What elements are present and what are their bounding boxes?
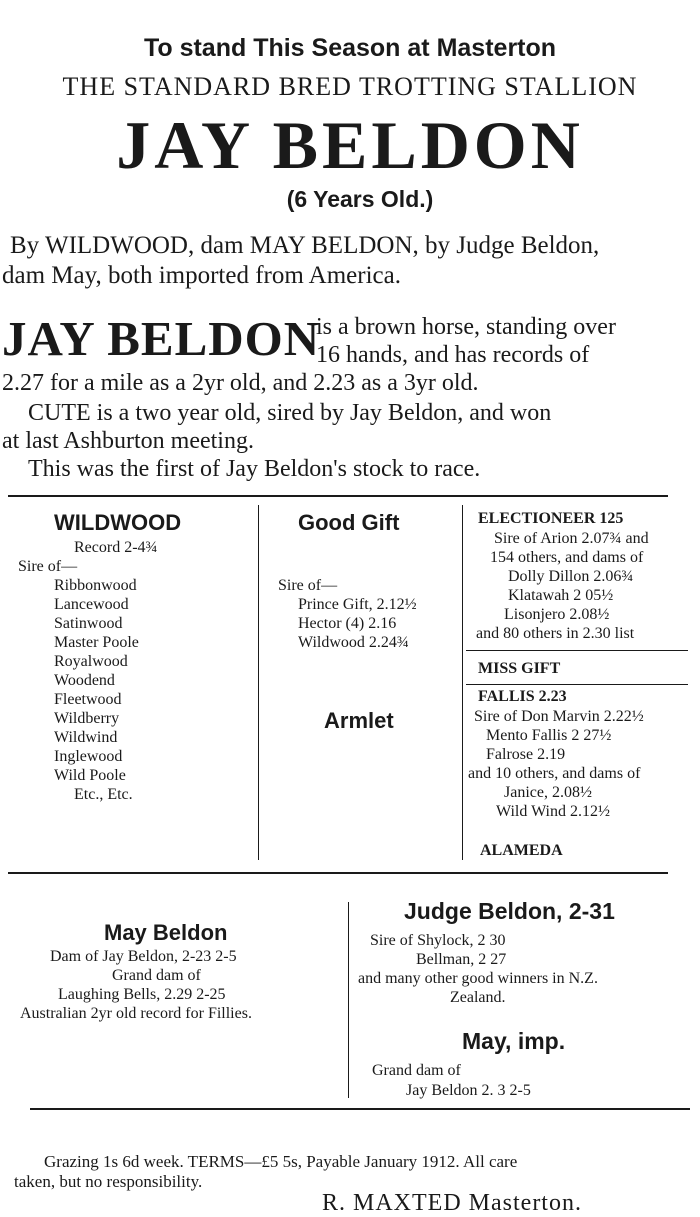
col3-rule-1: [466, 650, 688, 651]
header-line-2: THE STANDARD BRED TROTTING STALLION: [62, 72, 638, 101]
judge-beldon-line: Bellman, 2 27: [416, 951, 507, 968]
may-imp-line: Jay Beldon 2. 3 2-5: [406, 1082, 531, 1099]
electioneer-line: Dolly Dillon 2.06¾: [508, 568, 634, 585]
description-line-2: 16 hands, and has records of: [316, 342, 590, 368]
fallis-line: Sire of Don Marvin 2.22½: [474, 708, 644, 725]
description-line-5: at last Ashburton meeting.: [2, 428, 254, 454]
table2-bottom-rule: [30, 1108, 690, 1110]
pedigree-intro-line-1: By WILDWOOD, dam MAY BELDON, by Judge Beldon,: [10, 232, 600, 259]
electioneer-line: Sire of Arion 2.07¾ and: [494, 530, 649, 547]
fallis-title: FALLIS 2.23: [478, 688, 567, 705]
fallis-line: Falrose 2.19: [486, 746, 566, 763]
wildwood-offspring-item: Fleetwood: [54, 691, 122, 708]
wildwood-offspring-item: Wildwind: [54, 729, 118, 746]
wildwood-offspring-item: Royalwood: [54, 653, 128, 670]
good-gift-offspring-item: Prince Gift, 2.12½: [298, 596, 417, 613]
stallion-name-title: JAY BELDON: [116, 107, 584, 183]
fallis-line: Mento Fallis 2 27½: [486, 727, 612, 744]
table1-top-rule: [8, 495, 668, 497]
header-line-1: To stand This Season at Masterton: [143, 34, 557, 62]
wildwood-offspring-item: Satinwood: [54, 615, 123, 632]
judge-beldon-title: Judge Beldon, 2-31: [404, 898, 615, 924]
wildwood-offspring-item: Inglewood: [54, 748, 123, 765]
col3-rule-2: [466, 684, 688, 685]
may-imp-title: May, imp.: [462, 1028, 566, 1054]
wildwood-record: Record 2-4¾: [74, 539, 158, 556]
electioneer-line: Klatawah 2 05½: [508, 587, 614, 604]
wildwood-offspring-item: Wild Poole: [54, 767, 126, 784]
electioneer-line: Lisonjero 2.08½: [504, 606, 610, 623]
wildwood-offspring-item: Lancewood: [54, 596, 129, 613]
description-line-1: is a brown horse, standing over: [316, 314, 616, 340]
terms-line-1: Grazing 1s 6d week. TERMS—£5 5s, Payable January 1912. All care: [44, 1152, 518, 1171]
miss-gift-title: MISS GIFT: [478, 660, 561, 677]
wildwood-offspring-item: Wildberry: [54, 710, 120, 727]
wildwood-offspring-item: Master Poole: [54, 634, 139, 651]
fallis-line: Wild Wind 2.12½: [496, 803, 610, 820]
description-line-4: CUTE is a two year old, sired by Jay Beldon, and won: [28, 400, 552, 426]
wildwood-sire-of: Sire of—: [18, 558, 78, 575]
wildwood-title: WILDWOOD: [54, 510, 182, 535]
good-gift-offspring-item: Wildwood 2.24¾: [298, 634, 409, 651]
table1-divider-1: [258, 505, 259, 860]
owner-signature: R. MAXTED Masterton.: [322, 1190, 582, 1216]
wildwood-offspring-item: Etc., Etc.: [74, 786, 133, 803]
fallis-line: and 10 others, and dams of: [468, 765, 641, 782]
judge-beldon-line: Zealand.: [450, 989, 506, 1006]
good-gift-title: Good Gift: [298, 510, 400, 535]
terms-line-2: taken, but no responsibility.: [14, 1172, 203, 1191]
electioneer-line: 154 others, and dams of: [490, 549, 644, 566]
good-gift-sire-of: Sire of—: [278, 577, 338, 594]
table2-divider: [348, 902, 349, 1098]
judge-beldon-line: Sire of Shylock, 2 30: [370, 932, 506, 949]
may-beldon-line: Laughing Bells, 2.29 2-25: [58, 986, 226, 1003]
may-imp-line: Grand dam of: [372, 1062, 461, 1079]
may-beldon-title: May Beldon: [104, 920, 228, 945]
may-beldon-line: Grand dam of: [112, 967, 201, 984]
wildwood-offspring-item: Ribbonwood: [54, 577, 137, 594]
table1-bottom-rule: [8, 872, 668, 874]
armlet-title: Armlet: [324, 708, 394, 733]
description-line-3: 2.27 for a mile as a 2yr old, and 2.23 as a 3yr old.: [2, 370, 479, 396]
pedigree-intro-line-2: dam May, both imported from America.: [2, 262, 401, 289]
description-line-6: This was the first of Jay Beldon's stock to race.: [28, 456, 481, 482]
wildwood-offspring-item: Woodend: [54, 672, 115, 689]
electioneer-title: ELECTIONEER 125: [478, 510, 624, 527]
judge-beldon-line: and many other good winners in N.Z.: [358, 970, 598, 987]
table1-divider-2: [462, 505, 463, 860]
description-lead-name: JAY BELDON: [2, 311, 321, 366]
fallis-line: Janice, 2.08½: [504, 784, 592, 801]
may-beldon-line: Dam of Jay Beldon, 2-23 2-5: [50, 948, 237, 965]
may-beldon-line: Australian 2yr old record for Fillies.: [20, 1005, 252, 1022]
electioneer-line: and 80 others in 2.30 list: [476, 625, 635, 642]
age-line: (6 Years Old.): [286, 186, 434, 212]
good-gift-offspring-item: Hector (4) 2.16: [298, 615, 397, 632]
alameda-title: ALAMEDA: [480, 842, 563, 859]
